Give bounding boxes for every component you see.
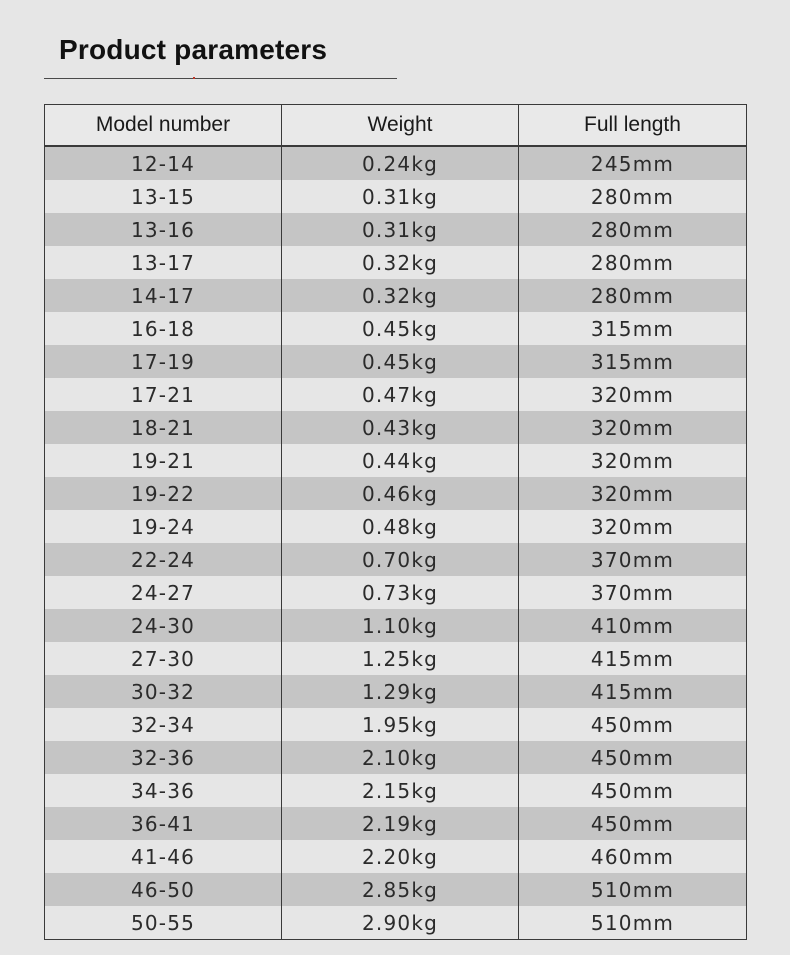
cell-weight: 2.15kg <box>282 774 519 807</box>
header-weight: Weight <box>282 105 519 147</box>
cell-full-length: 450mm <box>519 774 747 807</box>
cell-weight: 0.48kg <box>282 510 519 543</box>
table-row <box>45 213 747 246</box>
cell-weight: 0.32kg <box>282 279 519 312</box>
table-row <box>45 378 747 411</box>
cell-full-length: 320mm <box>519 510 747 543</box>
cell-full-length: 320mm <box>519 378 747 411</box>
table-row <box>45 576 747 609</box>
table-row <box>45 411 747 444</box>
table-row <box>45 312 747 345</box>
cell-full-length: 245mm <box>519 146 747 180</box>
table-row <box>45 345 747 378</box>
cell-model-number: 24-30 <box>45 609 282 642</box>
cell-full-length: 415mm <box>519 642 747 675</box>
cell-weight: 2.90kg <box>282 906 519 940</box>
cell-full-length: 410mm <box>519 609 747 642</box>
table-row <box>45 873 747 906</box>
cell-weight: 1.29kg <box>282 675 519 708</box>
table-header-row <box>45 105 747 147</box>
table-row <box>45 510 747 543</box>
cell-weight: 0.31kg <box>282 213 519 246</box>
parameters-table <box>44 104 747 940</box>
table-row <box>45 906 747 940</box>
cell-full-length: 415mm <box>519 675 747 708</box>
cell-weight: 2.20kg <box>282 840 519 873</box>
cell-model-number: 46-50 <box>45 873 282 906</box>
cell-weight: 2.85kg <box>282 873 519 906</box>
cell-weight: 0.70kg <box>282 543 519 576</box>
table-row <box>45 146 747 180</box>
cell-weight: 0.44kg <box>282 444 519 477</box>
cell-weight: 0.45kg <box>282 345 519 378</box>
cell-weight: 0.45kg <box>282 312 519 345</box>
cell-full-length: 450mm <box>519 741 747 774</box>
cell-model-number: 17-19 <box>45 345 282 378</box>
table-row <box>45 543 747 576</box>
cell-model-number: 13-17 <box>45 246 282 279</box>
cell-model-number: 30-32 <box>45 675 282 708</box>
cell-weight: 1.10kg <box>282 609 519 642</box>
table-row <box>45 609 747 642</box>
cell-full-length: 370mm <box>519 576 747 609</box>
cell-full-length: 510mm <box>519 906 747 940</box>
cell-model-number: 13-16 <box>45 213 282 246</box>
cell-full-length: 280mm <box>519 213 747 246</box>
table-row <box>45 180 747 213</box>
cell-model-number: 16-18 <box>45 312 282 345</box>
cell-model-number: 32-36 <box>45 741 282 774</box>
cell-model-number: 19-21 <box>45 444 282 477</box>
header-model-number: Model number <box>45 105 282 147</box>
cell-full-length: 320mm <box>519 444 747 477</box>
cell-full-length: 280mm <box>519 180 747 213</box>
cell-full-length: 280mm <box>519 279 747 312</box>
cell-weight: 0.43kg <box>282 411 519 444</box>
cell-full-length: 320mm <box>519 477 747 510</box>
table-row <box>45 807 747 840</box>
cell-full-length: 510mm <box>519 873 747 906</box>
table-row <box>45 741 747 774</box>
cell-weight: 0.24kg <box>282 146 519 180</box>
table-row <box>45 279 747 312</box>
cell-model-number: 14-17 <box>45 279 282 312</box>
cell-weight: 0.31kg <box>282 180 519 213</box>
cell-model-number: 13-15 <box>45 180 282 213</box>
table-row <box>45 675 747 708</box>
cell-model-number: 22-24 <box>45 543 282 576</box>
cell-full-length: 280mm <box>519 246 747 279</box>
cell-model-number: 41-46 <box>45 840 282 873</box>
cell-full-length: 370mm <box>519 543 747 576</box>
title-underline-accent <box>193 77 195 79</box>
table-row <box>45 444 747 477</box>
cell-model-number: 19-24 <box>45 510 282 543</box>
cell-full-length: 320mm <box>519 411 747 444</box>
table-row <box>45 246 747 279</box>
cell-full-length: 315mm <box>519 345 747 378</box>
cell-model-number: 32-34 <box>45 708 282 741</box>
cell-weight: 0.47kg <box>282 378 519 411</box>
table-row <box>45 840 747 873</box>
cell-model-number: 17-21 <box>45 378 282 411</box>
cell-model-number: 12-14 <box>45 146 282 180</box>
cell-full-length: 450mm <box>519 708 747 741</box>
cell-weight: 0.73kg <box>282 576 519 609</box>
header-full-length: Full length <box>519 105 747 147</box>
cell-model-number: 27-30 <box>45 642 282 675</box>
table-row <box>45 642 747 675</box>
cell-weight: 0.32kg <box>282 246 519 279</box>
cell-weight: 2.19kg <box>282 807 519 840</box>
cell-weight: 1.95kg <box>282 708 519 741</box>
table-row <box>45 708 747 741</box>
cell-weight: 0.46kg <box>282 477 519 510</box>
table-row <box>45 774 747 807</box>
cell-model-number: 36-41 <box>45 807 282 840</box>
cell-weight: 2.10kg <box>282 741 519 774</box>
cell-full-length: 315mm <box>519 312 747 345</box>
cell-full-length: 450mm <box>519 807 747 840</box>
cell-model-number: 34-36 <box>45 774 282 807</box>
title-underline <box>44 78 397 79</box>
cell-model-number: 19-22 <box>45 477 282 510</box>
table-body <box>45 146 747 940</box>
table-row <box>45 477 747 510</box>
cell-full-length: 460mm <box>519 840 747 873</box>
cell-model-number: 24-27 <box>45 576 282 609</box>
cell-model-number: 50-55 <box>45 906 282 940</box>
cell-model-number: 18-21 <box>45 411 282 444</box>
cell-weight: 1.25kg <box>282 642 519 675</box>
page-title: Product parameters <box>59 34 328 65</box>
